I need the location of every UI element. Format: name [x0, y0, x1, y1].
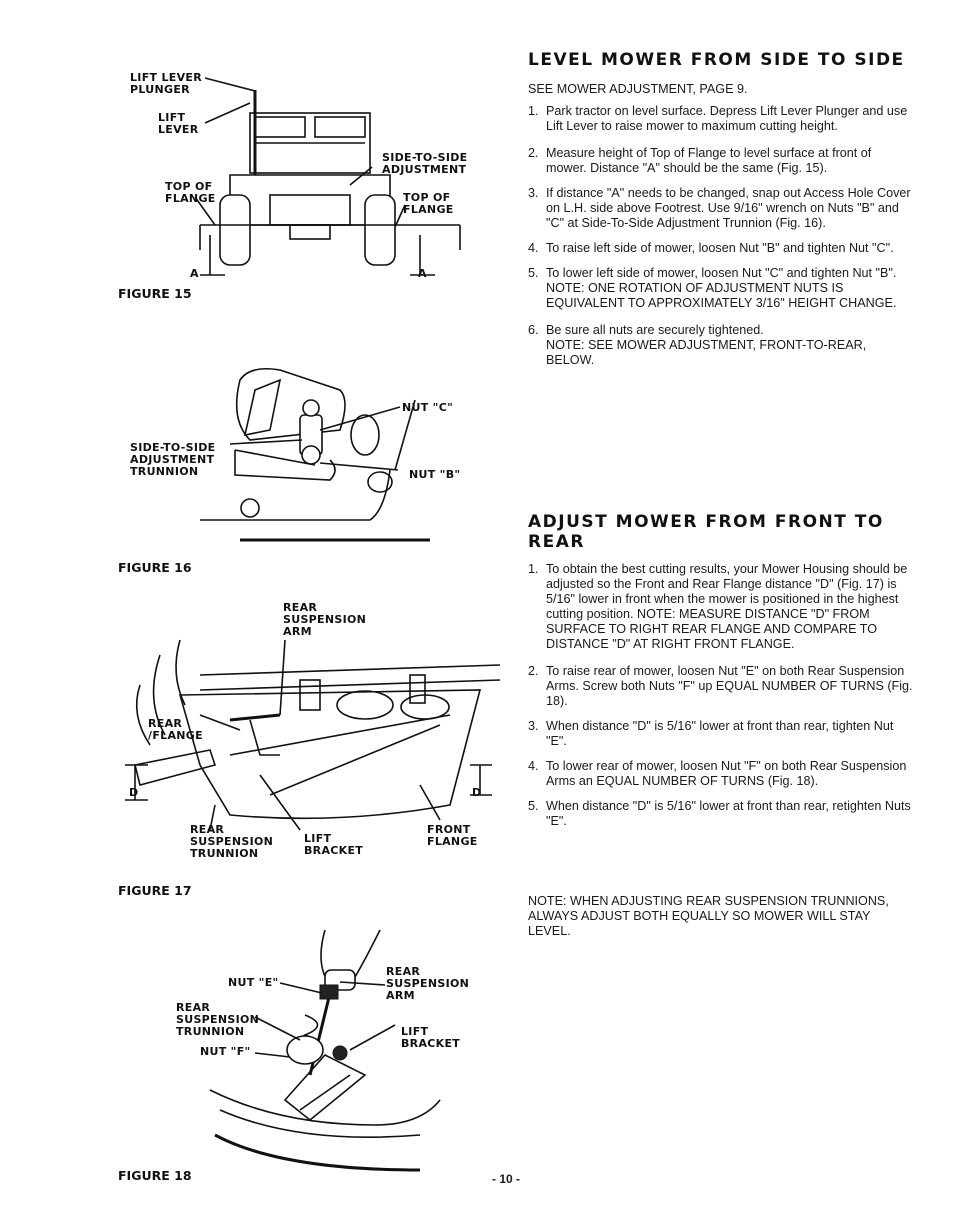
- label-nut-c: NUT "C": [402, 401, 454, 414]
- section2-step-5: 5. When distance "D" is 5/16" lower at front than rear, retighten Nuts "E".: [528, 799, 911, 828]
- label-d-left: D: [129, 786, 139, 799]
- figure-16-drawing: [190, 360, 450, 550]
- section1-step-2: 2. Measure height of Top of Flange to level surface at front of mower. Distance "A" should be the same (Fig. 15).: [528, 146, 872, 175]
- label-nut-b: NUT "B": [409, 468, 461, 481]
- section2-title: ADJUST MOWER FROM FRONT TO REAR: [528, 512, 884, 552]
- section2-final-note: NOTE: WHEN ADJUSTING REAR SUSPENSION TRUNNIONS, ALWAYS ADJUST BOTH EQUALLY SO MOWER WILL STAY LEVEL.: [528, 894, 889, 938]
- section2-step-1: 1. To obtain the best cutting results, your Mower Housing should be adjusted so the Front and Rear Flange distance "D" (Fig. 17) is 5/16" lower in front when the mower is positioned in the highest cutting position. NOTE: MEASURE DISTANCE "D" FROM SURFACE TO RIGHT REAR FLANGE AND COMPARE TO DISTANCE "D" AT RIGHT FRONT FLANGE.: [528, 562, 908, 651]
- section1-step-4: 4. To raise left side of mower, loosen Nut "B" and tighten Nut "C".: [528, 241, 894, 255]
- section1-step-3: 3. If distance "A" needs to be changed, snap out Access Hole Cover on L.H. side above Footrest. Use 9/16" wrench on Nuts "B" and "C" at Side-To-Side Adjustment Trunnion (Fig. 16).: [528, 186, 911, 230]
- section1-steps: [528, 104, 913, 368]
- label-lift-lever-plunger: LIFT LEVER PLUNGER: [130, 71, 202, 96]
- label-a-right: A: [418, 267, 427, 280]
- label-top-of-flange-left: TOP OF FLANGE: [165, 180, 216, 205]
- label-top-of-flange-right: TOP OF FLANGE: [403, 191, 454, 216]
- figure-16-caption: FIGURE 16: [118, 560, 192, 575]
- label-d-right: D: [472, 786, 482, 799]
- section1-step-5-note: NOTE: ONE ROTATION OF ADJUSTMENT NUTS IS EQUIVALENT TO APPROXIMATELY 3/16" HEIGHT CHANGE.: [546, 281, 897, 310]
- label-side-to-side-adjustment: SIDE-TO-SIDE ADJUSTMENT: [382, 151, 468, 176]
- section2-step-2: 2. To raise rear of mower, loosen Nut "E" on both Rear Suspension Arms. Screw both Nuts "F" up EQUAL NUMBER OF TURNS (Fig. 18).: [528, 664, 913, 708]
- section1-step-6: 6. Be sure all nuts are securely tightened. NOTE: SEE MOWER ADJUSTMENT, FRONT-TO-REAR, BELOW.: [528, 323, 913, 368]
- label-fig18-lift-bracket: LIFT BRACKET: [401, 1025, 461, 1050]
- label-fig18-rear-suspension-arm: REAR SUSPENSION ARM: [386, 965, 470, 1002]
- section2-steps: [528, 562, 913, 829]
- label-rear-suspension-arm: REAR SUSPENSION ARM: [283, 601, 367, 638]
- label-lift-bracket: LIFT BRACKET: [304, 832, 364, 857]
- section1-title: LEVEL MOWER FROM SIDE TO SIDE: [528, 50, 905, 70]
- figure-18-caption: FIGURE 18: [118, 1168, 192, 1183]
- section1-step-1: 1. Park tractor on level surface. Depress Lift Lever Plunger and use Lift Lever to raise mower to maximum cutting height.: [528, 104, 908, 133]
- section2-step-4: 4. To lower rear of mower, loosen Nut "F" on both Rear Suspension Arms an EQUAL NUMBER OF TURNS (Fig. 18).: [528, 759, 907, 788]
- section1-step-5: 5. To lower left side of mower, loosen Nut "C" and tighten Nut "B". NOTE: ONE ROTATION OF ADJUSTMENT NUTS IS EQUIVALENT TO APPROXIMATELY 3/16" HEIGHT CHANGE.: [528, 266, 913, 311]
- label-rear-suspension-trunnion: REAR SUSPENSION TRUNNION: [190, 823, 274, 860]
- label-front-flange: FRONT FLANGE: [427, 823, 478, 848]
- section2-step-3: 3. When distance "D" is 5/16" lower at front than rear, tighten Nut "E".: [528, 719, 894, 748]
- label-fig18-rear-suspension-trunnion: REAR SUSPENSION TRUNNION: [176, 1001, 260, 1038]
- label-nut-e: NUT "E": [228, 976, 279, 989]
- figure-15-caption: FIGURE 15: [118, 286, 192, 301]
- label-nut-f: NUT "F": [200, 1045, 251, 1058]
- label-lift-lever: LIFT LEVER: [158, 111, 199, 136]
- section1-intro: SEE MOWER ADJUSTMENT, PAGE 9.: [528, 82, 748, 96]
- label-a-left: A: [190, 267, 199, 280]
- page-number: - 10 -: [492, 1172, 521, 1186]
- label-side-to-side-trunnion: SIDE-TO-SIDE ADJUSTMENT TRUNNION: [130, 441, 216, 478]
- section1-step-6-note: NOTE: SEE MOWER ADJUSTMENT, FRONT-TO-REAR, BELOW.: [546, 338, 867, 367]
- figure-17-caption: FIGURE 17: [118, 883, 192, 898]
- label-rear-flange: REAR /FLANGE: [148, 717, 203, 742]
